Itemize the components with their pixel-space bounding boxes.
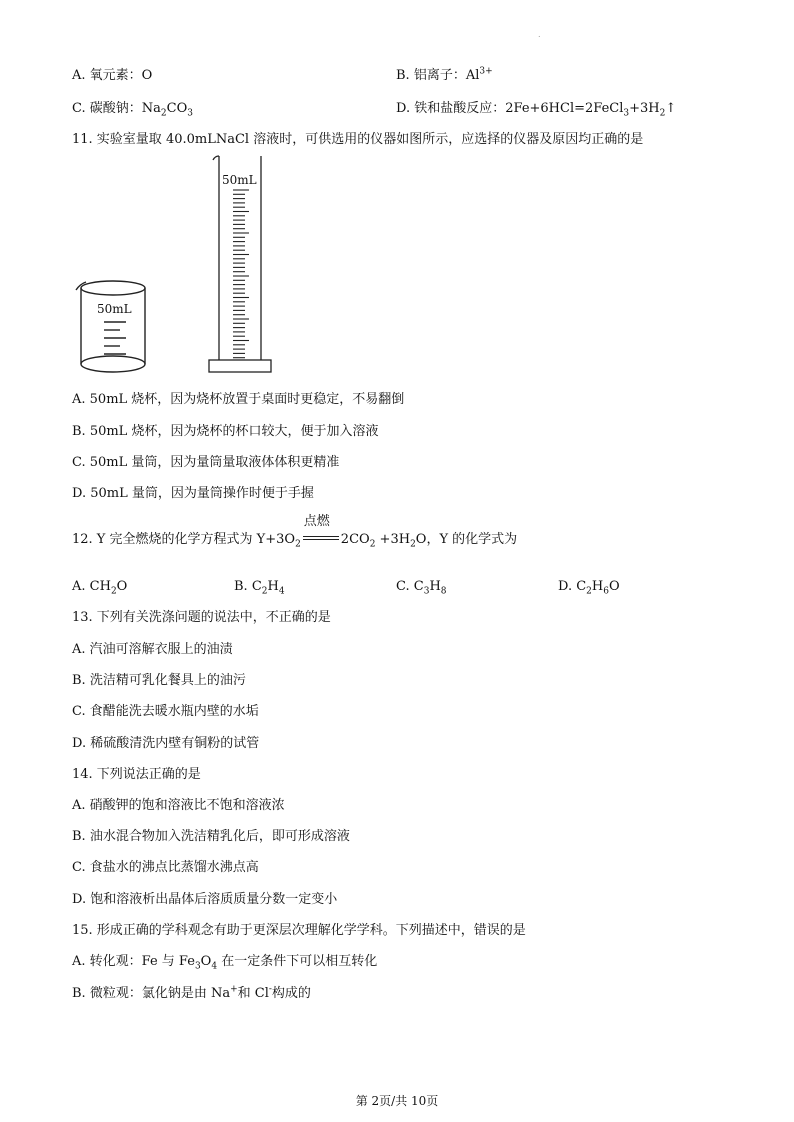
q12-option-c: C. $C_3H_8$: [396, 579, 447, 597]
q14-stem: 14. 下列说法正确的是: [72, 767, 201, 782]
q13-option-c: C. 食醋能洗去暖水瓶内壁的水垢: [72, 704, 259, 719]
q14-option-d: D. 饱和溶液析出晶体后溶质质量分数一定变小: [72, 892, 338, 907]
q14-option-b: B. 油水混合物加入洗洁精乳化后，即可形成溶液: [72, 829, 350, 844]
beaker-label: 50mL: [97, 302, 132, 316]
q11-option-b: B. 50mL 烧杯，因为烧杯的杯口较大，便于加入溶液: [72, 424, 379, 439]
q15-stem: 15. 形成正确的学科观念有助于更深层次理解化学学科。下列描述中，错误的是: [72, 923, 526, 938]
q11-option-d: D. 50mL 量筒，因为量筒操作时便于手握: [72, 486, 314, 501]
q13-stem: 13. 下列有关洗涤问题的说法中，不正确的是: [72, 610, 331, 625]
q11-stem: 11. 实验室量取 40.0mLNaCl 溶液时，可供选用的仪器如图所示，应选择的仪器及原因均正确的是: [72, 132, 644, 147]
q10-option-d: D. 铁和盐酸反应：$2Fe+6HCl=2FeCl_3+3H_2↑$: [396, 101, 677, 119]
page-footer: 第 2页/共 10页: [355, 1094, 439, 1108]
q10-option-c: C. 碳酸钠：$Na_2CO_3$: [72, 101, 193, 119]
q10-option-a: A. 氧元素：O: [72, 68, 153, 83]
cylinder-label: 50mL: [222, 173, 257, 187]
q15-option-b: B. 微粒观：氯化钠是由 Na+和 Cl-构成的: [72, 984, 311, 1001]
q15-option-a: A. 转化观：Fe 与 $Fe_3O_4$ 在一定条件下可以相互转化: [72, 954, 378, 972]
header-dot: .: [538, 30, 541, 39]
q14-option-c: C. 食盐水的沸点比蒸馏水沸点高: [72, 860, 259, 875]
q12-option-d: D. $C_2H_6O$: [558, 579, 620, 597]
beaker-figure: [70, 278, 160, 376]
q11-option-c: C. 50mL 量筒，因为量筒量取液体体积更精准: [72, 455, 340, 470]
reaction-condition: 点燃: [301, 533, 341, 547]
q13-option-b: B. 洗洁精可乳化餐具上的油污: [72, 673, 246, 688]
q12-stem: 12. Y 完全燃烧的化学方程式为 $Y+3O_2$ 点燃 $2CO_2 +3H_2O$，Y 的化学式为: [72, 513, 518, 550]
q14-option-a: A. 硝酸钾的饱和溶液比不饱和溶液浓: [72, 798, 285, 813]
cylinder-figure: [205, 154, 275, 376]
cylinder-graduations: [233, 190, 249, 358]
q11-option-a: A. 50mL 烧杯，因为烧杯放置于桌面时更稳定，不易翻倒: [72, 392, 405, 407]
q12-option-b: B. $C_2H_4$: [234, 579, 285, 597]
q13-option-a: A. 汽油可溶解衣服上的油渍: [72, 642, 233, 657]
q12-option-a: A. $CH_2O$: [72, 579, 128, 597]
q10-option-b: B. 铝离子：$Al^{3+}$: [396, 66, 493, 83]
q13-option-d: D. 稀硫酸清洗内壁有铜粉的试管: [72, 736, 260, 751]
